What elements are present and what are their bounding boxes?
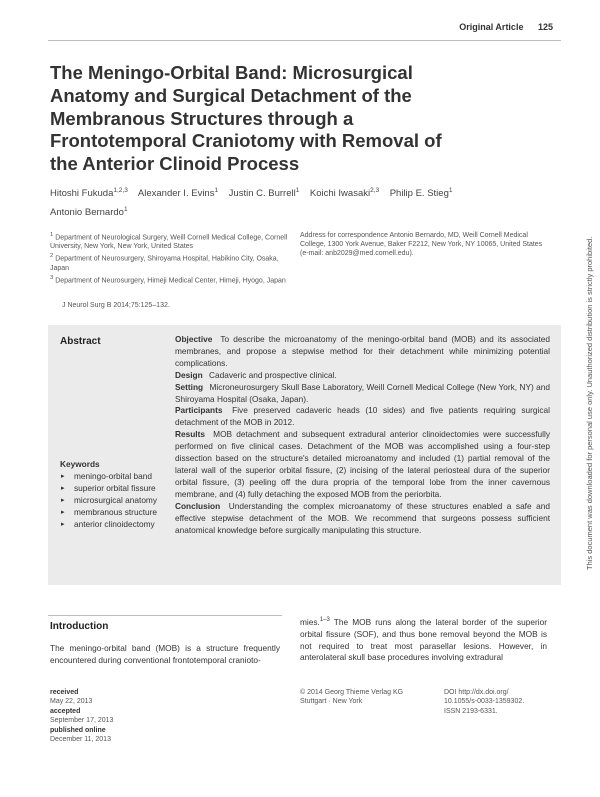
abstract-objective: Objective To describe the microanatomy of the meningo-orbital band (MOB) and its associated membranes, and propose a stepwise method for their detachment while minimizing potential complications. (175, 334, 550, 368)
author: Alexander I. Evins$^1$ (137, 187, 219, 200)
affiliation: $^1$ Department of Neurological Surgery, Weill Cornell Medical College, Cornell University, New York, New York, United States (50, 232, 288, 251)
author: Hitoshi Fukuda$^{1,2,3}$ (50, 187, 128, 200)
abstract-design: Design Cadaveric and prospective clinical. (175, 369, 337, 380)
doi-info: DOI http://dx.doi.org/ 10.1055/s-0033-1359302. ISSN 2193-6331. (444, 689, 525, 715)
publication-dates: received May 22, 2013 accepted September 17, 2013 published online December 11, 2013 (50, 689, 114, 744)
introduction-divider (48, 615, 282, 616)
author: Antonio Bernardo$^1$ (50, 206, 128, 219)
author: Koichi Iwasaki$^{2,3}$ (309, 187, 380, 200)
abstract-body (175, 334, 550, 536)
keywords-heading: Keywords (60, 459, 100, 469)
section-label: Original Article (459, 22, 524, 32)
introduction-text-left: The meningo-orbital band (MOB) is a structure frequently encountered during conventional frontotemporal cranioto- (50, 643, 280, 665)
abstract-participants: Participants Five preserved cadaveric heads (10 sides) and five patients requiring surgical detachment of the MOB in 2012. (175, 405, 550, 428)
author-list (50, 183, 530, 221)
keyword-item: ▸ microsurgical anatomy (60, 495, 172, 507)
keyword-item: ▸ membranous structure (60, 507, 172, 519)
download-notice: This document was downloaded for personal use only. Unauthorized distribution is strictly prohibited. (585, 236, 594, 570)
author: Philip E. Stieg$^1$ (389, 187, 453, 200)
affiliation: $^2$ Department of Neurosurgery, Shiroyama Hospital, Habikino City, Osaka, Japan (50, 253, 279, 272)
copyright: © 2014 Georg Thieme Verlag KG Stuttgart · New York (300, 689, 404, 706)
abstract-heading: Abstract (60, 336, 101, 347)
journal-citation: J Neurol Surg B 2014;75:125–132. (62, 302, 170, 309)
introduction-heading: Introduction (50, 621, 109, 632)
keywords (60, 459, 172, 530)
affiliation: $^3$ Department of Neurosurgery, Himeji Medical Center, Himeji, Hyogo, Japan (50, 274, 286, 284)
article-title: The Meningo-Orbital Band: Microsurgical Anatomy and Surgical Detachment of the Membranous Structures through a Frontotemporal Craniotomy with Removal of the Anterior Clinoid Process (50, 62, 442, 175)
abstract-conclusion: Conclusion Understanding the complex microanatomy of these structures enabled a safe and effective stepwise detachment of the MOB. We recommend that surgeons possess sufficient anatomical knowledge before surgically manipulating this structure. (175, 500, 550, 535)
correspondence-address: Address for correspondence Antonio Bernardo, MD, Weill Cornell Medical College, 1300 York Avenue, Baker F2212, New York, NY 10065, United States (e-mail: anb2029@med.cornell.edu). (300, 232, 543, 257)
keyword-item: ▸ superior orbital fissure (60, 483, 172, 495)
keyword-item: ▸ meningo-orbital band (60, 471, 172, 483)
keyword-list (60, 471, 172, 531)
introduction-text-right: mies.$^{1-3}$ The MOB runs along the lateral border of the superior orbital fissure (SOF), and thus bone removal beyond the MOB is not required to treat most parasellar lesions. However, in anterolateral skull base procedures involving extradural (300, 616, 547, 663)
running-header (447, 22, 553, 32)
header-divider (48, 40, 561, 41)
abstract-setting: Setting Microneurosurgery Skull Base Laboratory, Weill Cornell Medical College (New York, NY) and Shiroyama Hospital (Osaka, Japan). (175, 381, 550, 404)
abstract-results: Results MOB detachment and subsequent extradural anterior clinoidectomies were successfully performed on five clinical cases. Detachment of the MOB was accomplished using a four-step dissection based on the structure's detailed microanatomy and included (1) partial removal of the lateral wall of the superior orbital fissure, (2) incising of the lateral periosteal dura of the superior orbital fissure, (3) peeling off the dura propria of the temporal lobe from the inner cavernous membrane, and (4) fully detaching the exposed MOB from the periorbita. (175, 429, 550, 499)
affiliations (50, 231, 290, 286)
page-number: 125 (537, 22, 553, 32)
keyword-item: ▸ anterior clinoidectomy (60, 519, 172, 531)
author: Justin C. Burrell$^1$ (228, 187, 300, 200)
